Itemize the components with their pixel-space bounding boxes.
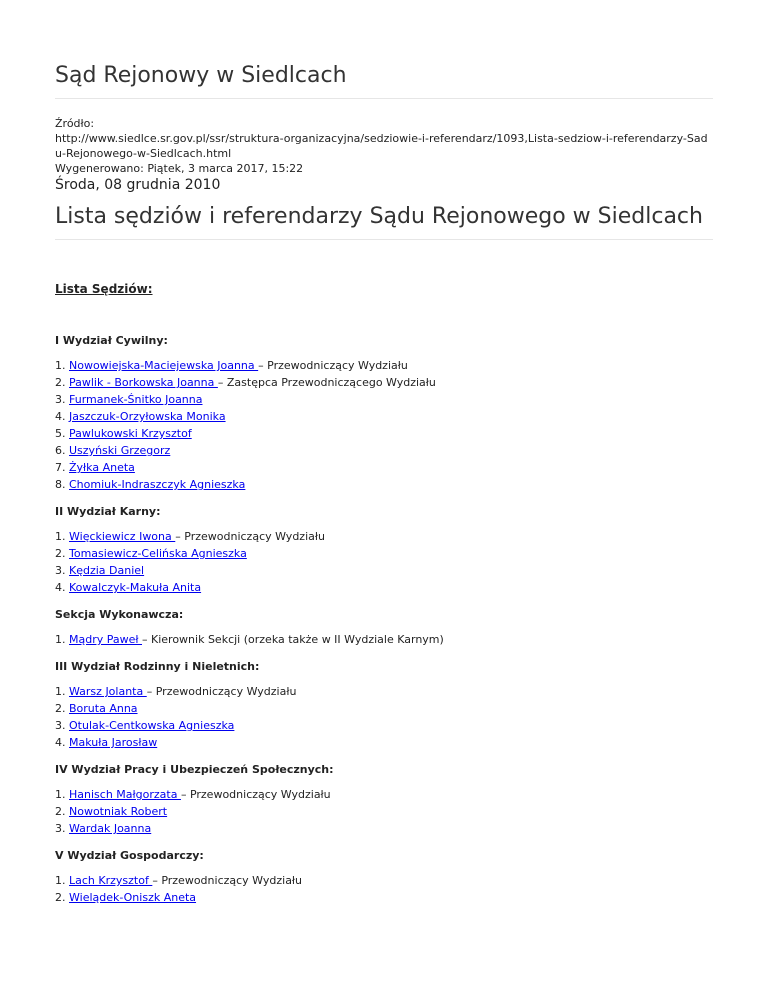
list-number: 1. xyxy=(55,874,66,887)
judge-role: – Przewodniczący Wydziału xyxy=(180,788,331,801)
judge-link[interactable]: Żyłka Aneta xyxy=(69,461,135,474)
judge-list xyxy=(55,528,713,596)
judge-list xyxy=(55,872,713,906)
list-item xyxy=(55,528,713,545)
judge-link[interactable]: Hanisch Małgorzata xyxy=(69,788,181,801)
judge-link[interactable]: Otulak-Centkowska Agnieszka xyxy=(69,719,235,732)
list-number: 3. xyxy=(55,564,66,577)
list-number: 2. xyxy=(55,376,66,389)
list-item xyxy=(55,872,713,889)
list-item xyxy=(55,459,713,476)
article-title: Lista sędziów i referendarzy Sądu Rejonowego w Siedlcach xyxy=(55,204,713,240)
list-item xyxy=(55,391,713,408)
judge-role: – Przewodniczący Wydziału xyxy=(175,530,325,543)
list-number: 2. xyxy=(55,547,66,560)
list-item xyxy=(55,631,713,648)
list-number: 2. xyxy=(55,702,66,715)
section-title: Lista Sędziów: xyxy=(55,282,153,296)
list-item xyxy=(55,717,713,734)
judge-link[interactable]: Jaszczuk-Orzyłowska Monika xyxy=(69,410,226,423)
list-item xyxy=(55,889,713,906)
judge-link[interactable]: Więckiewicz Iwona xyxy=(69,530,176,543)
department-heading: I Wydział Cywilny: xyxy=(55,334,168,347)
list-item xyxy=(55,734,713,751)
list-item xyxy=(55,803,713,820)
list-number: 8. xyxy=(55,478,66,491)
list-number: 4. xyxy=(55,410,66,423)
list-item xyxy=(55,562,713,579)
list-item xyxy=(55,374,713,391)
judge-link[interactable]: Warsz Jolanta xyxy=(69,685,147,698)
judge-list xyxy=(55,786,713,837)
list-number: 1. xyxy=(55,359,66,372)
judge-link[interactable]: Wielądek-Oniszk Aneta xyxy=(69,891,197,904)
list-item xyxy=(55,357,713,374)
list-number: 3. xyxy=(55,719,66,732)
judge-link[interactable]: Pawlik - Borkowska Joanna xyxy=(69,376,218,389)
list-item xyxy=(55,545,713,562)
list-number: 5. xyxy=(55,427,66,440)
list-number: 7. xyxy=(55,461,66,474)
list-number: 4. xyxy=(55,736,66,749)
judge-link[interactable]: Furmanek-Śnitko Joanna xyxy=(69,393,203,406)
publish-date: Środa, 08 grudnia 2010 xyxy=(55,177,221,193)
judge-role: – Zastępca Przewodniczącego Wydziału xyxy=(217,376,436,389)
judge-link[interactable]: Mądry Paweł xyxy=(69,633,143,646)
judge-link[interactable]: Chomiuk-Indraszczyk Agnieszka xyxy=(69,478,246,491)
list-number: 2. xyxy=(55,891,66,904)
judge-link[interactable]: Kędzia Daniel xyxy=(69,564,145,577)
judge-link[interactable]: Kowalczyk-Makuła Anita xyxy=(69,581,202,594)
list-item xyxy=(55,683,713,700)
meta-block xyxy=(55,116,713,176)
list-number: 1. xyxy=(55,530,66,543)
department-heading: Sekcja Wykonawcza: xyxy=(55,608,184,621)
list-number: 3. xyxy=(55,822,66,835)
judge-role: – Przewodniczący Wydziału xyxy=(152,874,303,887)
list-number: 1. xyxy=(55,788,66,801)
list-item xyxy=(55,425,713,442)
judge-link[interactable]: Boruta Anna xyxy=(69,702,138,715)
source-url: http://www.siedlce.sr.gov.pl/ssr/struktura-organizacyjna/sedziowie-i-referendarz/1093,Lista-sedziow-i-referendarzy-Sadu-Rejonowego-w-Siedlcach.html xyxy=(55,132,708,160)
generated-date: Wygenerowano: Piątek, 3 marca 2017, 15:22 xyxy=(55,162,304,175)
list-item xyxy=(55,820,713,837)
department-heading: III Wydział Rodzinny i Nieletnich: xyxy=(55,660,260,673)
department-heading: IV Wydział Pracy i Ubezpieczeń Społecznych: xyxy=(55,763,334,776)
list-item xyxy=(55,442,713,459)
judge-role: – Przewodniczący Wydziału xyxy=(258,359,408,372)
judge-link[interactable]: Nowotniak Robert xyxy=(69,805,168,818)
judge-link[interactable]: Pawlukowski Krzysztof xyxy=(69,427,192,440)
judge-list xyxy=(55,683,713,751)
list-number: 2. xyxy=(55,805,66,818)
judge-link[interactable]: Makuła Jarosław xyxy=(69,736,158,749)
list-number: 3. xyxy=(55,393,66,406)
judge-list xyxy=(55,357,713,493)
judge-role: – Kierownik Sekcji (orzeka także w II Wydziale Karnym) xyxy=(142,633,444,646)
judge-role: – Przewodniczący Wydziału xyxy=(146,685,297,698)
departments-list xyxy=(55,334,713,906)
list-item xyxy=(55,786,713,803)
list-item xyxy=(55,408,713,425)
list-number: 4. xyxy=(55,581,66,594)
site-title: Sąd Rejonowy w Siedlcach xyxy=(55,0,713,99)
judge-list xyxy=(55,631,713,648)
list-item xyxy=(55,476,713,493)
department-heading: II Wydział Karny: xyxy=(55,505,161,518)
list-item xyxy=(55,579,713,596)
judge-link[interactable]: Wardak Joanna xyxy=(69,822,152,835)
list-item xyxy=(55,700,713,717)
list-number: 1. xyxy=(55,633,66,646)
department-heading: V Wydział Gospodarczy: xyxy=(55,849,204,862)
judge-link[interactable]: Uszyński Grzegorz xyxy=(69,444,171,457)
judge-link[interactable]: Tomasiewicz-Celińska Agnieszka xyxy=(69,547,247,560)
list-number: 1. xyxy=(55,685,66,698)
list-number: 6. xyxy=(55,444,66,457)
source-label: Źródło: xyxy=(55,117,95,130)
judge-link[interactable]: Lach Krzysztof xyxy=(69,874,153,887)
judge-link[interactable]: Nowowiejska-Maciejewska Joanna xyxy=(69,359,259,372)
